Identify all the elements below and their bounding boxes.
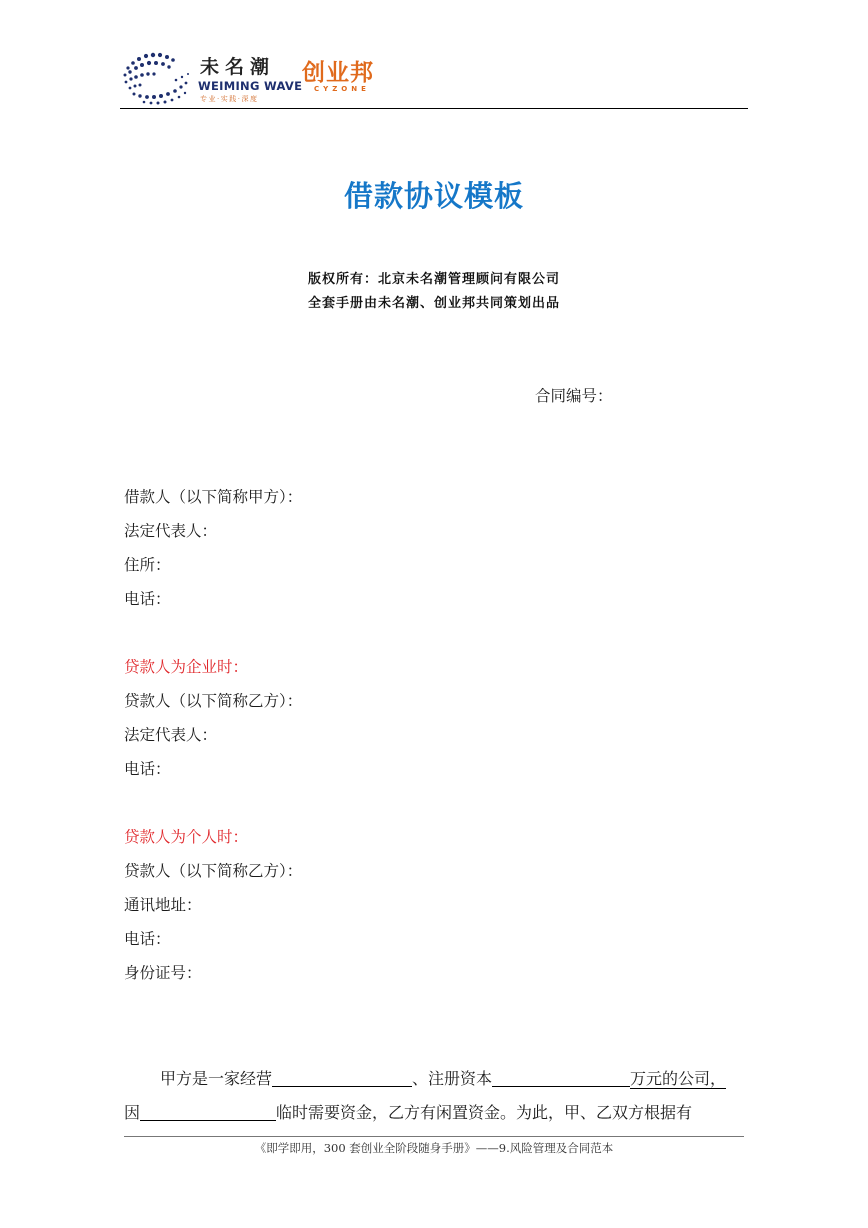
copyright-block bbox=[0, 268, 868, 316]
page-footer: 《即学即用，300 套创业全阶段随身手册》——9.风险管理及合同范本 bbox=[254, 1141, 614, 1155]
registered-capital-blank bbox=[492, 1066, 630, 1087]
weiming-logo-tagline: 专业·实践·深度 bbox=[200, 95, 259, 103]
contract-number-label: 合同编号： bbox=[535, 387, 613, 405]
header-divider bbox=[120, 108, 748, 109]
phone-label: 电话： bbox=[124, 590, 171, 608]
cyzone-logo-english: CYZONE bbox=[314, 85, 370, 93]
business-scope-blank bbox=[272, 1066, 412, 1087]
weiming-logo-english: WEIMING WAVE bbox=[198, 79, 303, 93]
paragraph-text: 、注册资本 bbox=[412, 1069, 493, 1088]
publisher-line: 全套手册由未名潮、创业邦共同策划出品 bbox=[307, 296, 560, 311]
weiming-logo-name: 未名潮 bbox=[200, 56, 276, 78]
lender-label: 贷款人（以下简称乙方）： bbox=[124, 862, 303, 880]
borrower-label: 借款人（以下简称甲方）： bbox=[124, 488, 303, 506]
paragraph-text: 因 bbox=[124, 1103, 141, 1122]
footer-divider bbox=[124, 1136, 744, 1137]
mailing-address-label: 通讯地址： bbox=[124, 896, 202, 914]
cyzone-logo-name: 创业邦 bbox=[302, 60, 374, 86]
lender-label: 贷款人（以下简称乙方）： bbox=[124, 692, 303, 710]
legal-rep-label: 法定代表人： bbox=[124, 522, 218, 540]
id-number-label: 身份证号： bbox=[124, 964, 202, 982]
document-title: 借款协议模板 bbox=[343, 179, 524, 213]
lender-individual-block bbox=[124, 820, 302, 990]
copyright-line: 版权所有：北京未名潮管理顾问有限公司 bbox=[307, 272, 560, 287]
legal-rep-label: 法定代表人： bbox=[124, 726, 218, 744]
lender-company-block bbox=[124, 650, 302, 786]
paragraph-text: 万元的公司， bbox=[630, 1069, 727, 1088]
agreement-paragraph bbox=[124, 1062, 754, 1130]
phone-label: 电话： bbox=[124, 760, 171, 778]
phone-label: 电话： bbox=[124, 930, 171, 948]
party-a-block bbox=[124, 480, 302, 616]
lender-individual-heading: 贷款人为个人时： bbox=[124, 828, 249, 846]
page-header bbox=[120, 48, 748, 110]
address-label: 住所： bbox=[124, 556, 171, 574]
lender-company-heading: 贷款人为企业时： bbox=[124, 658, 249, 676]
weiming-wave-logo-icon bbox=[120, 50, 194, 106]
reason-blank bbox=[140, 1100, 276, 1121]
paragraph-text: 甲方是一家经营 bbox=[160, 1069, 273, 1088]
paragraph-text: 临时需要资金，乙方有闲置资金。为此，甲、乙双方根据有 bbox=[276, 1103, 693, 1122]
